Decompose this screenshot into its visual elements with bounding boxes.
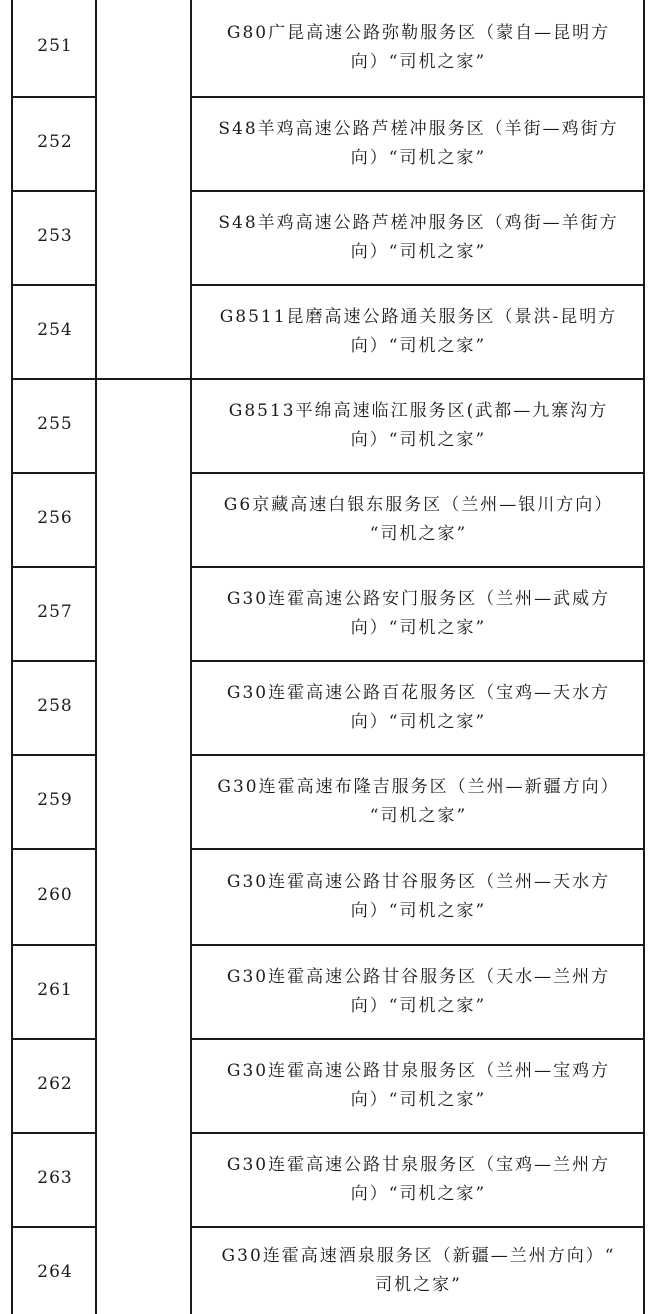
- row-number: 257: [37, 602, 73, 622]
- service-area-name-line1: S48羊鸡高速公路芦槎冲服务区（羊街—鸡街方: [218, 119, 619, 139]
- table-row: [11, 850, 645, 944]
- service-area-name-line2: 向）“司机之家”: [350, 148, 487, 168]
- row-number: 259: [37, 790, 73, 810]
- service-area-name: [192, 662, 645, 754]
- service-area-name-line1: G30连霍高速公路安门服务区（兰州—武威方: [226, 589, 611, 609]
- service-area-name: [192, 192, 645, 284]
- service-area-name-line2: 向）“司机之家”: [350, 336, 487, 356]
- row-number: 264: [37, 1262, 73, 1282]
- table-row: [11, 98, 645, 190]
- service-area-name-line1: G30连霍高速公路甘泉服务区（兰州—宝鸡方: [226, 1061, 611, 1081]
- row-number: 251: [37, 36, 73, 56]
- service-area-name-line1: G30连霍高速公路甘谷服务区（兰州—天水方: [226, 872, 611, 892]
- service-area-name-line2: 向）“司机之家”: [350, 242, 487, 262]
- table-row: [11, 1040, 645, 1132]
- row-number: 258: [37, 696, 73, 716]
- service-area-name: [192, 286, 645, 378]
- service-area-name-line2: 向）“司机之家”: [350, 1184, 487, 1204]
- service-area-name-line1: G30连霍高速公路甘谷服务区（天水—兰州方: [226, 967, 611, 987]
- service-area-name: [192, 756, 645, 848]
- service-area-name: [192, 474, 645, 566]
- service-area-name: [192, 1228, 645, 1314]
- service-area-name-line1: G8511昆磨高速公路通关服务区（景洪-昆明方: [219, 307, 618, 327]
- table-row: [11, 286, 645, 378]
- table-row: [11, 662, 645, 754]
- row-number: 253: [37, 226, 73, 246]
- row-number: 263: [37, 1168, 73, 1188]
- row-number: 255: [37, 414, 73, 434]
- service-area-name-line2: 向）“司机之家”: [350, 618, 487, 638]
- row-number: 260: [37, 885, 73, 905]
- service-area-name-line1: G30连霍高速布隆吉服务区（兰州—新疆方向）: [217, 777, 620, 797]
- service-area-name-line1: S48羊鸡高速公路芦槎冲服务区（鸡街—羊街方: [218, 213, 619, 233]
- table-row: [11, 474, 645, 566]
- service-area-name: [192, 380, 645, 472]
- table-row: [11, 1134, 645, 1226]
- table-row: [11, 756, 645, 848]
- table-row: [11, 192, 645, 284]
- table-row: [11, 946, 645, 1038]
- service-area-name: [192, 1134, 645, 1226]
- service-area-name-line2: 向）“司机之家”: [350, 712, 487, 732]
- service-area-table: [11, 0, 645, 1314]
- row-number: 256: [37, 508, 73, 528]
- service-area-name-line1: G30连霍高速酒泉服务区（新疆—兰州方向）“: [221, 1246, 616, 1266]
- table-row: [11, 1228, 645, 1314]
- service-area-name-line2: “司机之家”: [369, 524, 468, 544]
- row-number: 262: [37, 1074, 73, 1094]
- service-area-name-line1: G8513平绵高速临江服务区(武都—九寨沟方: [228, 401, 609, 421]
- service-area-name-line2: 向）“司机之家”: [350, 1090, 487, 1110]
- service-area-name-line1: G30连霍高速公路甘泉服务区（宝鸡—兰州方: [226, 1155, 611, 1175]
- row-number: 261: [37, 980, 73, 1000]
- service-area-name-line2: 司机之家”: [375, 1275, 462, 1295]
- table-row: [11, 0, 645, 96]
- service-area-name: [192, 0, 645, 96]
- row-number: 254: [37, 320, 73, 340]
- service-area-name-line1: G80广昆高速公路弥勒服务区（蒙自—昆明方: [226, 23, 611, 43]
- service-area-name-line2: 向）“司机之家”: [350, 996, 487, 1016]
- service-area-name-line2: 向）“司机之家”: [350, 901, 487, 921]
- table-row: [11, 568, 645, 660]
- service-area-name: [192, 98, 645, 190]
- service-area-name: [192, 1040, 645, 1132]
- table-row: [11, 380, 645, 472]
- service-area-name-line2: 向）“司机之家”: [350, 430, 487, 450]
- service-area-name: [192, 946, 645, 1038]
- service-area-name-line1: G6京藏高速白银东服务区（兰州—银川方向）: [223, 495, 614, 515]
- row-number: 252: [37, 132, 73, 152]
- service-area-name: [192, 850, 645, 944]
- service-area-name: [192, 568, 645, 660]
- service-area-name-line1: G30连霍高速公路百花服务区（宝鸡—天水方: [226, 683, 611, 703]
- service-area-name-line2: “司机之家”: [369, 806, 468, 826]
- service-area-name-line2: 向）“司机之家”: [350, 52, 487, 72]
